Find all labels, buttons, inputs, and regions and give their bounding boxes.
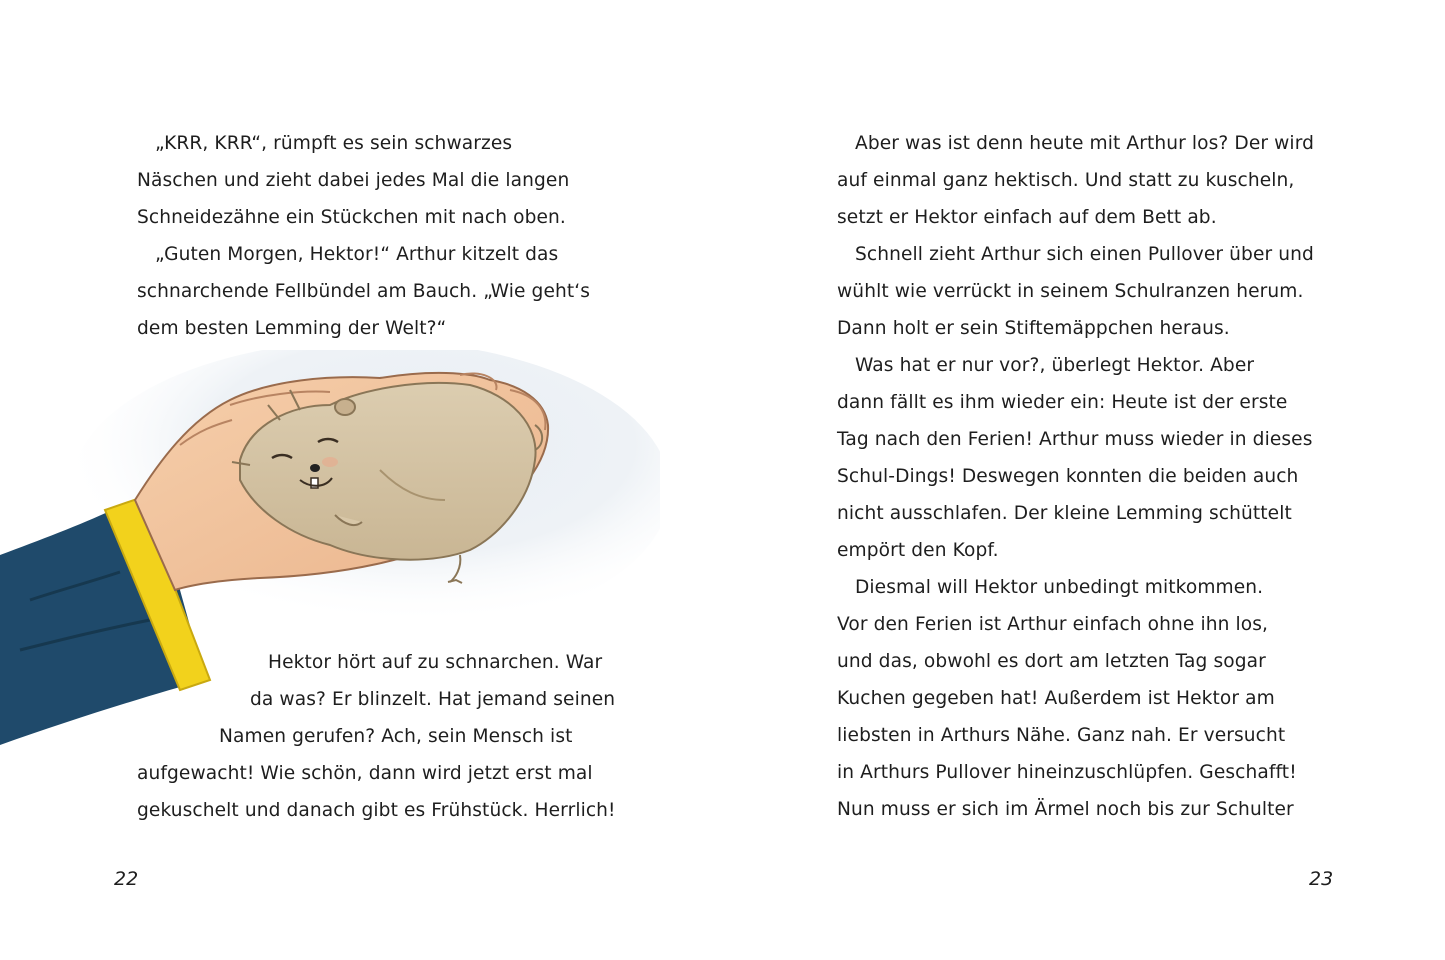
page-number: 23	[1309, 868, 1334, 890]
right-page	[722, 0, 1444, 960]
page-number: 22	[114, 868, 139, 890]
text-line: liebsten in Arthurs Nähe. Ganz nah. Er versucht	[837, 725, 1286, 746]
text-line: setzt er Hektor einfach auf dem Bett ab.	[837, 207, 1217, 228]
text-line: dann fällt es ihm wieder ein: Heute ist der erste	[837, 392, 1288, 413]
text-line: Schnell zieht Arthur sich einen Pullover über und	[855, 244, 1314, 265]
text-line: „KRR, KRR“, rümpft es sein schwarzes	[155, 133, 513, 154]
text-line: „Guten Morgen, Hektor!“ Arthur kitzelt das	[155, 244, 559, 265]
text-line: Dann holt er sein Stiftemäppchen heraus.	[837, 318, 1230, 339]
left-page	[0, 0, 722, 960]
text-line: Schneidezähne ein Stückchen mit nach oben.	[137, 207, 566, 228]
text-line: Tag nach den Ferien! Arthur muss wieder in dieses	[837, 429, 1313, 450]
text-line: schnarchende Fellbündel am Bauch. „Wie geht‘s	[137, 281, 591, 302]
text-line: dem besten Lemming der Welt?“	[137, 318, 447, 339]
text-line: Aber was ist denn heute mit Arthur los? Der wird	[855, 133, 1315, 154]
text-line: Nun muss er sich im Ärmel noch bis zur Schulter	[837, 799, 1294, 820]
text-line: Was hat er nur vor?, überlegt Hektor. Aber	[855, 355, 1255, 376]
text-line: nicht ausschlafen. Der kleine Lemming schüttelt	[837, 503, 1292, 524]
text-line: wühlt wie verrückt in seinem Schulranzen herum.	[837, 281, 1304, 302]
text-line: und das, obwohl es dort am letzten Tag sogar	[837, 651, 1266, 672]
text-line: Vor den Ferien ist Arthur einfach ohne ihn los,	[837, 614, 1269, 635]
text-line: da was? Er blinzelt. Hat jemand seinen	[250, 689, 616, 710]
text-line: in Arthurs Pullover hineinzuschlüpfen. Geschafft!	[837, 762, 1297, 783]
text-line: empört den Kopf.	[837, 540, 999, 561]
text-line: Hektor hört auf zu schnarchen. War	[268, 652, 603, 673]
text-line: Schul-Dings! Deswegen konnten die beiden auch	[837, 466, 1299, 487]
text-line: auf einmal ganz hektisch. Und statt zu kuscheln,	[837, 170, 1295, 191]
text-line: Kuchen gegeben hat! Außerdem ist Hektor am	[837, 688, 1275, 709]
text-line: gekuschelt und danach gibt es Frühstück. Herrlich!	[137, 800, 616, 821]
text-line: aufgewacht! Wie schön, dann wird jetzt erst mal	[137, 763, 593, 784]
text-line: Namen gerufen? Ach, sein Mensch ist	[219, 726, 573, 747]
text-line: Diesmal will Hektor unbedingt mitkommen.	[855, 577, 1264, 598]
text-line: Näschen und zieht dabei jedes Mal die langen	[137, 170, 570, 191]
